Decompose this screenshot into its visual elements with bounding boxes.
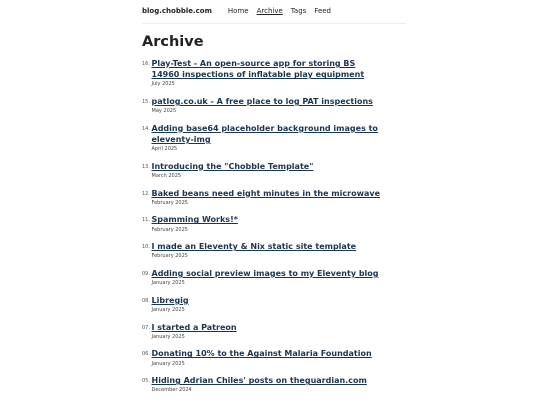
post-list-item [142,161,382,180]
post-date: February 2025 [151,226,188,233]
post-list-item [142,188,382,207]
post-body [152,58,383,88]
main-content [142,32,406,394]
post-title-link[interactable]: I started a Patreon [151,322,237,332]
post-date: July 2025 [151,81,175,88]
post-list-item [142,123,382,153]
post-date: January 2025 [151,360,185,367]
post-title-link[interactable]: Introducing the "Chobble Template" [151,161,314,171]
post-body [152,348,383,367]
post-body [152,123,383,153]
post-body [152,161,383,180]
page-title: Archive [142,34,204,50]
post-date: December 2024 [151,387,192,394]
post-title-link[interactable]: patlog.co.uk - A free place to log PAT inspections [151,97,373,106]
post-number: 14. [142,125,150,132]
post-title-link[interactable]: Adding base64 placeholder background images to eleventy-img [151,123,378,144]
post-title-link[interactable]: I made an Eleventy & Nix static site template [151,242,357,252]
post-number: 12. [142,190,150,197]
nav-home[interactable]: Home [227,6,249,15]
post-title-link[interactable]: Adding social preview images to my Eleventy blog [151,268,379,278]
post-number: 16. [142,61,150,67]
post-list-item [142,348,382,367]
post-date: January 2025 [151,280,185,287]
post-list-item [142,295,382,314]
post-list-item [142,268,382,287]
post-list-item [142,241,382,260]
post-date: March 2025 [151,173,182,179]
post-body [152,214,383,233]
post-title-link[interactable]: Libregig [151,295,189,305]
post-body [152,295,383,314]
post-list-item [142,214,382,233]
post-body [152,375,383,394]
post-date: May 2025 [151,108,177,115]
post-date: April 2025 [151,146,178,153]
post-date: February 2025 [151,199,188,206]
post-list [142,58,382,394]
post-title-link[interactable]: Hiding Adrian Chiles' posts on theguardian.com [151,376,367,386]
post-list-item [142,375,382,394]
post-title-link[interactable]: Donating 10% to the Against Malaria Foundation [151,349,372,359]
nav-archive[interactable]: Archive [256,6,283,15]
nav-feed[interactable]: Feed [314,6,331,15]
post-number: 09. [142,270,150,277]
post-date: January 2025 [151,306,185,313]
post-list-item [142,322,382,341]
post-body [152,268,383,287]
nav-tags[interactable]: Tags [290,6,307,15]
main-nav [228,7,331,15]
post-number: 11. [142,217,150,224]
post-list-item [142,96,382,115]
post-number: 13. [142,163,150,170]
post-number: 10. [142,244,150,251]
post-number: 07. [142,324,150,331]
page-wrapper [142,0,406,402]
post-number: 08. [142,297,150,304]
post-number: 15. [142,99,150,105]
post-date: January 2025 [151,333,185,340]
post-body [152,188,383,207]
post-title-link[interactable]: Spamming Works!* [151,215,238,225]
post-list-item [142,58,382,88]
post-body [152,322,383,341]
post-title-link[interactable]: Play-Test - An open-source app for storing BS 14960 inspections of inflatable play equipment [151,59,365,80]
site-header [142,0,406,24]
post-body [152,96,383,115]
post-number: 05. [142,378,150,385]
post-number: 06. [142,351,150,358]
post-body [152,241,383,260]
post-date: February 2025 [151,253,188,260]
post-title-link[interactable]: Baked beans need eight minutes in the microwave [151,188,380,198]
site-brand-link[interactable]: blog.chobble.com [142,6,212,15]
